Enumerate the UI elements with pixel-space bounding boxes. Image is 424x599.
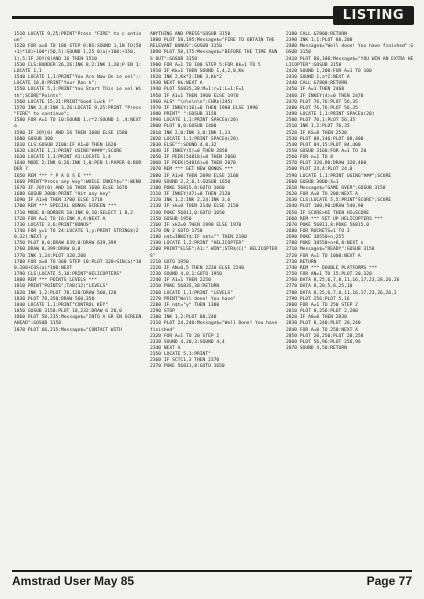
code-line: 2080 IF A1>0 THEN 2090 ELSE 2100 <box>150 173 239 179</box>
code-line: 2010 INK 2,0:INK 3,0:INK 1,13 <box>150 130 231 136</box>
code-line: 2720 FOR A=1 TO 1000:NEXT A <box>286 253 361 259</box>
code-line: 2660 REM *** SET UP HELICOPTERS *** <box>286 216 383 222</box>
code-line: 1780 FOR a=0 TO 360 STEP 10:PLOT 320+SIN(a)*100,200+COS(a)*100:NEXT <box>14 259 142 271</box>
code-line: 1610 CLS:GOSUB 2100:IF A1=0 THEN 1620 <box>14 142 117 148</box>
code-line: 2350 LOCATE 5,1:PRINT" <box>150 352 211 358</box>
code-line: 2300 INK 1,2:PLOT 88,240 <box>150 315 217 321</box>
code-line: 2630 CLS:LOCATE 5,5:PRINT"SCORE";SCORE <box>286 198 392 204</box>
code-line: 2820 IF A0=0 THEN 2830 <box>286 315 347 321</box>
code-line: 1840 LOCATE 1,1:PRINT"CONTROL KEY" <box>14 302 109 308</box>
code-line: 1970 IF INKEY(16)=0 THEN 1980 ELSE 1990 <box>150 105 258 111</box>
code-line: 2410 PLOT 88,180:Message$="YOU WIN AN EXTRA HELICOPTER":GOSUB 3158 <box>286 56 414 68</box>
code-line: 1640 MODE 2:INK 0,26:INK 1,0:PEN 1:PAPER 0:BORDER 7 <box>14 161 142 173</box>
code-line: 2360 IF SCTC1,3 THEN 2370 <box>150 358 220 364</box>
code-line: 1750 PLOT 0,0:DRAW 639,0:DRAW 639,399 <box>14 241 117 247</box>
code-line: 2200 PRINT"ELSE";A1;" WIN";STR$(C)" HELICOPTERS" <box>150 247 278 259</box>
listing-columns <box>14 32 414 562</box>
code-line: 2540 PLOT 84,15:PLOT 84,400 <box>286 142 361 148</box>
code-line: 1620 LOCATE 1,1:PRINT USING"####";SCORE <box>14 148 122 154</box>
code-line: 2560 FOR n=1 TO 8 <box>286 155 334 161</box>
code-line: 2130 IF xk=0 THEN 2140 ELSE 2150 <box>150 204 239 210</box>
code-line: 2570 PLOT 320,80:DRAW 320,400 <box>286 161 367 167</box>
code-line: 2310 PLOT 24,240:Message$="Well Done! You have finished" <box>150 321 281 333</box>
code-line: 1530 CLS:BORDER 26,26:INK 8,2:INK 1,20:P EN 1:LOCATE 1,1 <box>14 62 142 74</box>
code-line: 2740 REM *** DOUBLE PLATFORMS *** <box>286 265 378 271</box>
code-line: 2480 PLOT 76,76:PLOT 56,35 <box>286 105 358 111</box>
code-line: 1980 PRINT" ":GOSUB 3158 <box>150 112 217 118</box>
code-line: 1630 LOCATE 1,3:PRINT A1:LOCATE 1,4 <box>14 155 111 161</box>
code-line: 1960 ALS* "\n\n\n\n":CHR$(245) <box>150 99 233 105</box>
code-line: 2470 PLOT 76,76:PLOT 56,35 <box>286 99 358 105</box>
code-line: 2690 POKE 38550+n,255 <box>286 235 345 241</box>
code-line: 2550 GOSUB 3168:FOR A=1 TO 20 <box>286 148 367 154</box>
code-line: 2400 Message$="Well done! You have finished":GOSUB 3158 <box>286 44 414 56</box>
code-line: 2520 IF KS=8 THEN 2530 <box>286 130 347 136</box>
code-line: 2670 POKE 56811,8:POKE 56815,0 <box>286 222 369 228</box>
code-line: 2700 POKE 38550+n+8,8:NEXT n <box>286 241 364 247</box>
code-line: 2240 IF A1=1 THEN 2250 <box>150 278 211 284</box>
code-line: 1850 GOSUB 3158:PLOT 18,232:DRAW 6 20,0 <box>14 309 122 315</box>
code-line: 2370 POKE 56811,8:GOTO 1650 <box>150 364 225 370</box>
code-line: 2000 PLOT 0,0:GOSUB 1400 <box>150 124 217 130</box>
code-line: 1720 FOR A=1 TO 16:INK A,A:NEXT A <box>14 216 106 222</box>
code-line: 2150 GOSUB 1950 <box>150 216 192 222</box>
code-line: 2140 POKE 56811,0:GOTO 1650 <box>150 210 225 216</box>
code-line: 1550 LOCATE 5,1:PRINT"You Start This Le vel With";SCORE"Points" <box>14 87 142 99</box>
code-line: 1870 PLOT 66,215:Message$="CONTACT WITH <box>14 327 122 333</box>
code-line: 1790 CLS:LOCATE 5,10:PRINT"HELICOPTERS" <box>14 272 122 278</box>
code-line: 1540 LOCATE 1,1:PRINT"You Are Now On Le vel";:LOCATE 18,8:PRINT"Your Ran k"; <box>14 75 142 87</box>
code-line: 2090 SOUND 2,2,0,1:GOSUB 1650 <box>150 179 231 185</box>
code-line: 1820 INK 1,2:PLOT 78,120:DRAW 560,120 <box>14 290 117 296</box>
code-line: 1990 LOCATE 1,1:PRINT SPACE$(20) <box>150 118 239 124</box>
code-line: 1890 PLOT 58,175:Message$="BEFORE THE TIME RUNS OUT":GOSUB 3158 <box>150 50 278 62</box>
footer-rule <box>12 570 412 572</box>
magazine-issue: Amstrad User May 85 <box>12 574 135 588</box>
code-line: 2760 DATA 8,25,6,7,8,11,16,17,23,28,26,26 <box>286 278 400 284</box>
code-line: 1880 PLOT 58,195:Message$="FIRE TO OBTAIN THE RELEVANT BONUS":GOSUB 3158 <box>150 38 278 50</box>
code-line: 2210 GOTO 1950 <box>150 259 189 265</box>
code-line: 2270 PRINT"Well done! You have" <box>150 296 236 302</box>
listing-column-2 <box>150 32 281 562</box>
code-line: 2220 IF AN=0,5 THEN 2230 ELSE 2240 <box>150 265 245 271</box>
code-line: 2770 DATA 8,20,5,8,25,10 <box>286 284 353 290</box>
code-line: 2860 PLOT 56,96:PLOT 256,96 <box>286 339 361 345</box>
code-line: 1860 PLOT 50,235:Message$="INTO A GR EN SCREEN AHEAD":GOSUB 3158 <box>14 315 145 327</box>
code-line: 2580 PLOT 24,4:PLOT 24,0 <box>286 167 353 173</box>
code-line: 2780 DATA 8,25,6,7,8,11,16,17,23,26,26,2 <box>286 290 397 296</box>
code-line: 1760 DRAW 0,399:DRAW 0,0 <box>14 247 81 253</box>
code-line: 1650 REM *** * P A U S E *** <box>14 173 92 179</box>
code-line: 2850 PLOT 20,250:PLOT 20,250 <box>286 333 364 339</box>
code-line: 2100 POKE 56815,0:GOTO 1660 <box>150 185 225 191</box>
code-line: 2330 SOUND 4,20,3:SOUND 4,4 <box>150 339 225 345</box>
code-line: 2640 PLOT 100,90:DRAW 540,90 <box>286 204 364 210</box>
code-line: 2420 SOUND 1,200:FOR A=1 TO 100 <box>286 68 372 74</box>
listing-column-3 <box>286 32 414 562</box>
code-line: 1800 REM *** POINTS LEVELS *** <box>14 278 97 284</box>
code-line: 2710 Message$="READY":GOSUB 3158 <box>286 247 375 253</box>
code-line: 1940 PLOT 56835,38:M=1:r=1:L=1:F=1 <box>150 87 245 93</box>
code-line: 2590 LOCATE 1,1:PRINT USING"###";SCORE <box>286 173 392 179</box>
section-label: LISTING <box>333 6 414 25</box>
code-line: 1710 MODE 0:BORDER 10:INK 0,10:SELECT 1 0,2 <box>14 210 133 216</box>
code-line: 2180 n$t=INKEY$:IF n$t="" THEN 2180 <box>150 235 247 241</box>
code-line: 2870 SOUND 4,50:RETURN <box>286 345 347 351</box>
code-line: 2190 LOCATE 1,2:PRINT "HELICOPTER" <box>150 241 245 247</box>
code-line: 2380 CALL &7800:RETURN <box>286 32 347 37</box>
code-line: 2620 FOR A=0 TO 200:NEXT A <box>286 192 358 198</box>
code-line: 1770 INK 1,24:PLOT 320,200 <box>14 253 86 259</box>
code-line: 1930 NEXT Kk:NEXT A <box>150 81 203 87</box>
code-line: 1660 PRINT"Press any key":WHILE INKEY$="":WEND <box>14 179 142 185</box>
code-line: 1510 LOCATE 9,25:PRINT"Press "FIRE" to c ontinue" <box>14 32 142 44</box>
code-line: 1670 IF JOY(0) AND 16 THEN 1680 ELSE 1670 <box>14 185 128 191</box>
code-line: 2840 FOR A=0 TO 250:NEXT A <box>286 327 358 333</box>
code-line: 1680 GOSUB 3000:PRINT "Hit any key" <box>14 192 111 198</box>
code-line: 2390 INK 1,1:PLOT 88,200 <box>286 38 353 44</box>
code-line: 2110 IF INKEY(47)=0 THEN 2120 <box>150 192 231 198</box>
code-line: 2490 LOCATE 1,1:PRINT SPACE$(20) <box>286 112 375 118</box>
code-line: 2500 PLOT 76,1:PLOT 56,35 <box>286 118 356 124</box>
code-line: 2790 PLOT 256:PLOT 5,16 <box>286 296 350 302</box>
code-line: 2020 LOCATE 1,1:PRINT SPACE$(20) <box>150 136 239 142</box>
code-line: 1520 FOR a=8 TO 180 STEP 8:BS:SOUND 1,1N TO(50+1)*10)+100*(50,5):SOUND 1,25 0(a)+100:+150,1),5:IF JOY(0)AND 16 THEN 1510 <box>14 44 142 62</box>
code-line: 1910 IF Kk=1 THEN SOUND 1,4,2,0,Kk <box>150 68 245 74</box>
code-line: 2070 REM *** GET NEW BONUS *** <box>150 167 233 173</box>
code-line: 1590 IF JOY(0) AND 16 THEN 1600 ELSE 1580 <box>14 130 128 136</box>
code-line: 2430 SOUND 1,a*2:NEXT A <box>286 75 350 81</box>
page-number: Page 77 <box>366 574 412 588</box>
code-line: 1600 GOSUB 300 <box>14 136 53 142</box>
code-line: 2610 Message$="GAME OVER":GOSUB 3158 <box>286 185 386 191</box>
code-line: 2510 INK 1,2:PLOT 76,35 <box>286 124 350 130</box>
code-line: 2530 PLOT 88,246:PLOT 88,400 <box>286 136 364 142</box>
code-line: 1580 FOR A=1 TO 10:SOUND 1,r*2:SOUND 1 ,4:NEXT a <box>14 118 145 130</box>
page-footer <box>12 574 412 588</box>
code-line: 2160 IF xk2=0 THEN 1990 ELSE 1970 <box>150 222 242 228</box>
code-line: 2680 FOR ROCKETS=1 TO 3 <box>286 229 350 234</box>
code-line: 2340 NEXT A <box>150 345 181 351</box>
code-line: 1570 INK 2,8:INK 3,26:LOCATE 9,25:PRINT "Press "FIRE" to continue"; <box>14 105 145 118</box>
code-line: 2800 FOR A=1 TO 250 STEP 2 <box>286 302 358 308</box>
code-line: 2050 IF PEEK(54818)=0 THEN 2060 <box>150 155 236 161</box>
code-line: 1700 REM *** SPECIAL BONUS SCREEN *** <box>14 204 117 210</box>
code-line: 2460 IF INKEY(4)=0 THEN 2470 <box>286 93 364 99</box>
code-line: 2030 ELSE"":SOUND 4,0,32 <box>150 142 217 148</box>
code-line: 2170 ON 2 GOTO 1750 <box>150 229 203 234</box>
code-line: 1920 INK 2,Kk*2:INK 3,Kk*2 <box>150 75 222 81</box>
code-line: 2040 IF INKEY(5)=0 THEN 2050 <box>150 148 228 154</box>
code-line: 2290 STOP <box>150 309 175 315</box>
code-line: 2600 GOSUB 3000:X=1 <box>286 179 339 185</box>
code-line: 1560 LOCATE 15,21:PRINT"Good Luck !" <box>14 99 114 105</box>
code-line: 1690 IF A1>0 THEN 1700 ELSE 1710 <box>14 198 103 204</box>
listing-column-1 <box>14 32 145 562</box>
code-line: 2060 IF PEEK(54816)=0 THEN 2070 <box>150 161 236 167</box>
code-line: 2450 IF A=1 THEN 2460 <box>286 87 345 93</box>
code-line: 2120 INK 1,2:INK 2,24:INK 3,6 <box>150 198 231 204</box>
code-line: 2320 FOR A=1 TO 20 STEP 2 <box>150 333 220 339</box>
code-line: 2730 RETURN <box>286 259 317 265</box>
code-line: 1740 FOR y=1 TO 24:LOCATE 1,y:PRINT STRING$(20,32):NEXT y <box>14 229 139 241</box>
code-line: 2250 POKE 56835,38:RETURN <box>150 284 220 290</box>
code-line: 2230 SOUND 4,0,1:GOTO 1950 <box>150 272 222 278</box>
header-rule <box>12 16 348 19</box>
code-line: 2830 PLOT 8,240:PLOT 20,240 <box>286 321 361 327</box>
code-line: 2750 FOR AN=1 TO 15:PLOT 20,320 <box>286 272 372 278</box>
code-line: 2440 CALL &7800:RETURN <box>286 81 347 87</box>
code-line: 2260 LOCATE 1,1:PRINT "LEVELS" <box>150 290 233 296</box>
code-line: 1730 LOCATE 3,6:PRINT"BONUS" <box>14 222 92 228</box>
code-line: 2810 PLOT 8,256:PLOT 2,200 <box>286 309 358 315</box>
code-line: 1830 PLOT 78,350:DRAW 560,350 <box>14 296 95 302</box>
code-line: 1900 FOR A=1 TO 100 STEP 5:FOR Kk=1 TO 5 <box>150 62 261 68</box>
code-line: 1810 PRINT"POINTS";TAB(12)"LEVELS" <box>14 284 109 290</box>
code-line: 1950 IF A1=1 THEN 1960 ELSE 1970 <box>150 93 239 99</box>
code-line: ANYTHING AND PRESS"GOSUB 3158 <box>150 32 231 37</box>
code-line: 2650 IF SCORE>HI THEN HI=SCORE <box>286 210 369 216</box>
code-line: 2280 IF n$t="y" THEN 1300 <box>150 302 220 308</box>
